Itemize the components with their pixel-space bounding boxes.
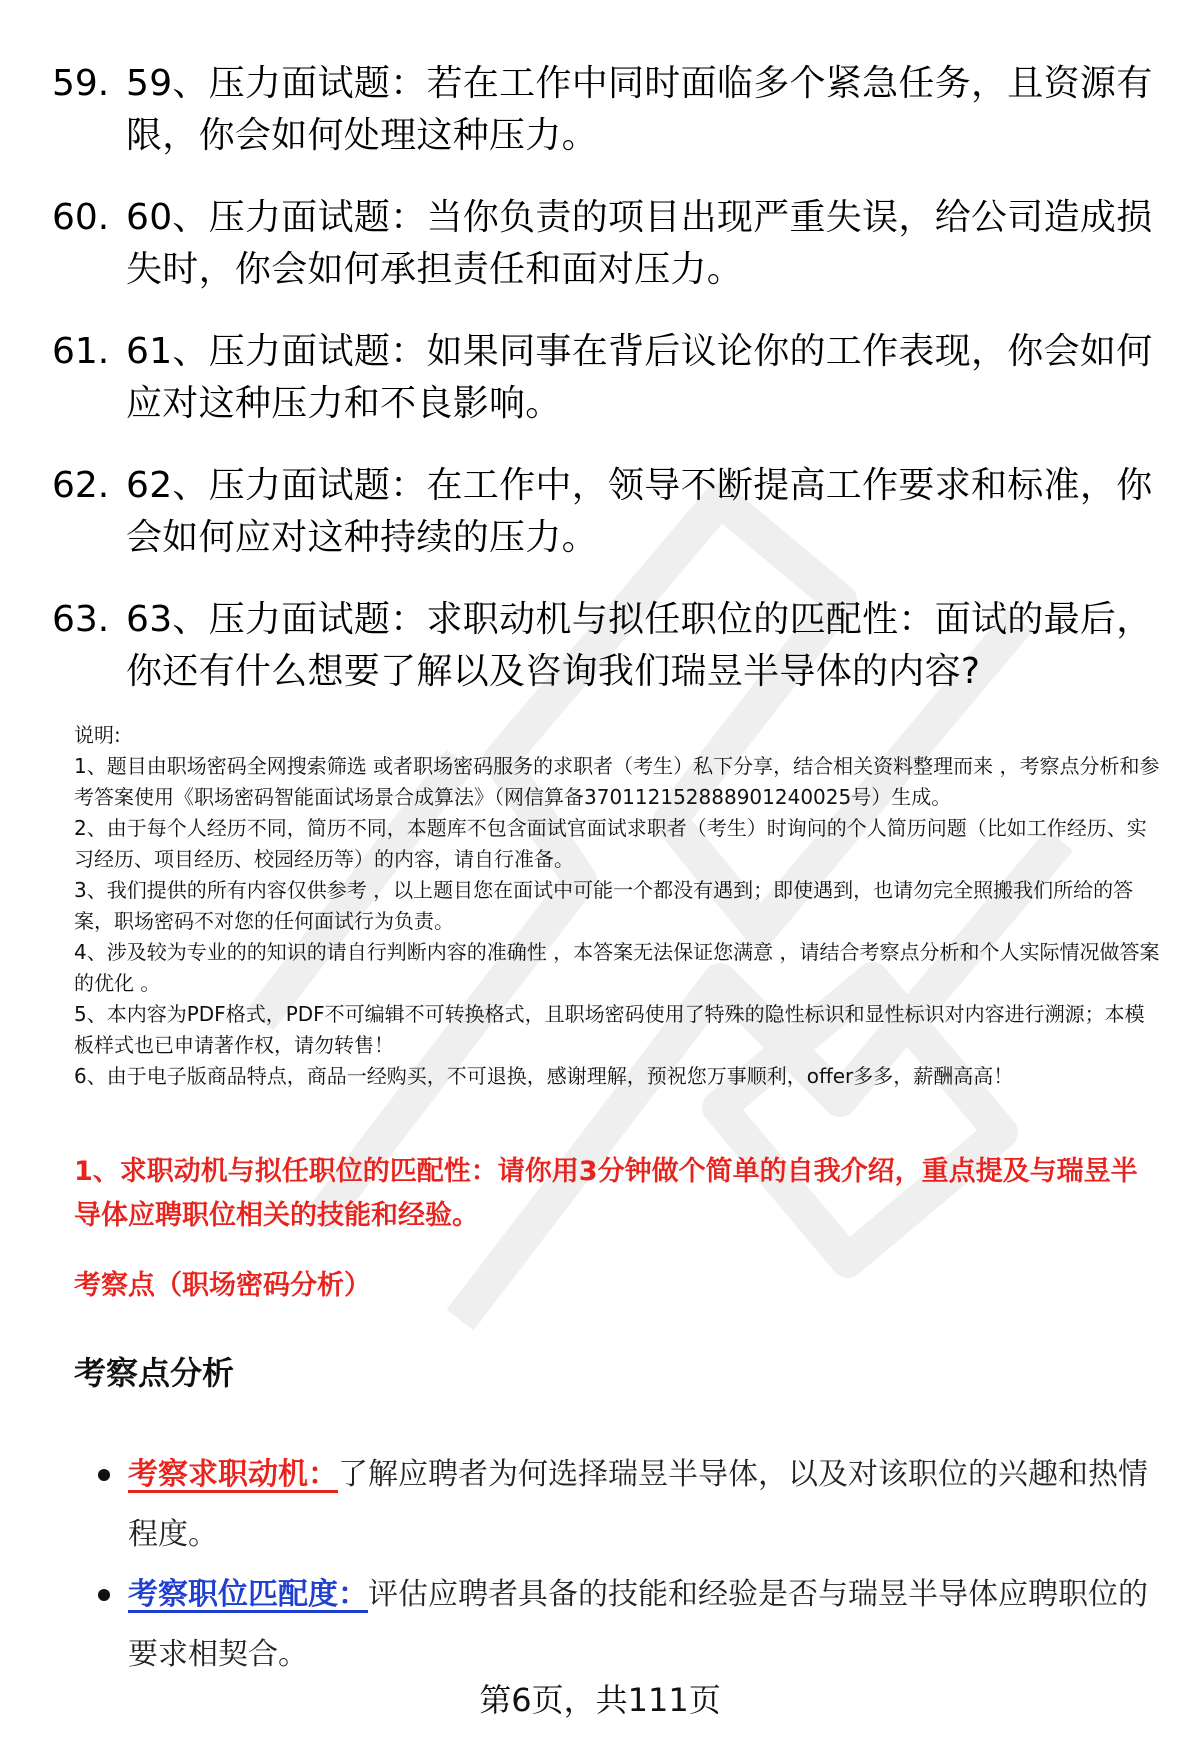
bullet-key-link[interactable]: 考察职位匹配度： xyxy=(128,1577,368,1612)
note-item: 4、涉及较为专业的的知识的请自行判断内容的准确性 ，本答案无法保证您满意 ，请结合考察点分析和个人实际情况做答案的优化 。 xyxy=(74,940,1160,995)
question-list xyxy=(52,58,1162,728)
question-number: 63. xyxy=(52,599,110,640)
section-title: 考察点分析 xyxy=(74,1354,235,1392)
question-text: 62、压力面试题：在工作中，领导不断提高工作要求和标准，你会如何应对这种持续的压力。 xyxy=(126,465,1153,558)
question-number: 62. xyxy=(52,465,110,506)
note-item: 3、我们提供的所有内容仅供参考 ，以上题目您在面试中可能一个都没有遇到；即使遇到，也请勿完全照搬我们所给的答案，职场密码不对您的任何面试行为负责。 xyxy=(74,878,1134,933)
list-item xyxy=(52,58,1162,162)
list-item xyxy=(96,1565,1156,1685)
question-number: 60. xyxy=(52,197,110,238)
note-item: 2、由于每个人经历不同，简历不同，本题库不包含面试官面试求职者（考生）时询问的个人简历问题（比如工作经历、实习经历、项目经历、校园经历等）的内容，请自行准备。 xyxy=(74,816,1147,871)
list-item xyxy=(52,326,1162,430)
bullet-text: 评估应聘者具备的技能和经验是否与瑞昱半导体应聘职位的要求相契合。 xyxy=(128,1577,1148,1672)
question-text: 61、压力面试题：如果同事在背后议论你的工作表现，你会如何应对这种压力和不良影响。 xyxy=(126,331,1153,424)
note-item: 1、题目由职场密码全网搜索筛选 或者职场密码服务的求职者（考生）私下分享，结合相关资料整理而来 ，考察点分析和参考答案使用《职场密码智能面试场景合成算法》（网信算备370112152888901240025号）生成。 xyxy=(74,754,1160,809)
note-item: 5、本内容为PDF格式，PDF不可编辑不可转换格式，且职场密码使用了特殊的隐性标识和显性标识对内容进行溯源；本模板样式也已申请著作权，请勿转售！ xyxy=(74,1002,1145,1057)
bullet-key-link[interactable]: 考察求职动机： xyxy=(128,1457,338,1492)
notes-section xyxy=(74,720,1164,1092)
bullet-icon xyxy=(96,1565,128,1685)
analysis-subtitle: 考察点（职场密码分析） xyxy=(74,1270,371,1301)
list-item xyxy=(96,1445,1156,1565)
question-text: 60、压力面试题：当你负责的项目出现严重失误，给公司造成损失时，你会如何承担责任和面对压力。 xyxy=(126,197,1153,290)
analysis-bullets xyxy=(96,1445,1156,1685)
list-item xyxy=(52,594,1162,698)
bullet-icon xyxy=(96,1445,128,1565)
notes-heading: 说明: xyxy=(74,723,121,747)
page-footer: 第6页，共111页 xyxy=(479,1681,721,1719)
note-item: 6、由于电子版商品特点，商品一经购买，不可退换，感谢理解，预祝您万事顺利，offer多多，薪酬高高！ xyxy=(74,1064,1014,1088)
question-text: 63、压力面试题：求职动机与拟任职位的匹配性：面试的最后，你还有什么想要了解以及咨询我们瑞昱半导体的内容? xyxy=(126,599,1153,692)
question-text: 59、压力面试题：若在工作中同时面临多个紧急任务，且资源有限，你会如何处理这种压力。 xyxy=(126,63,1153,156)
list-item xyxy=(52,192,1162,296)
question-number: 59. xyxy=(52,63,110,104)
bullet-text: 了解应聘者为何选择瑞昱半导体，以及对该职位的兴趣和热情程度。 xyxy=(128,1457,1148,1552)
highlighted-question: 1、求职动机与拟任职位的匹配性：请你用3分钟做个简单的自我介绍，重点提及与瑞昱半导体应聘职位相关的技能和经验。 xyxy=(74,1156,1138,1231)
list-item xyxy=(52,460,1162,564)
question-number: 61. xyxy=(52,331,110,372)
